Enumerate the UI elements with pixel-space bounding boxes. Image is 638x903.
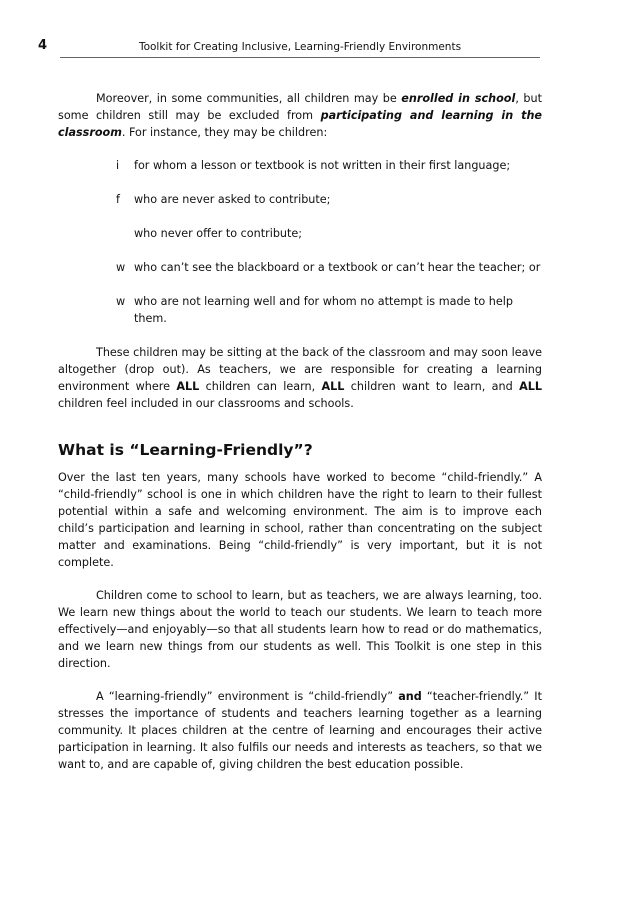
text-span: Moreover, in some communities, all children may be bbox=[96, 92, 402, 105]
text-span: A “learning-friendly” environment is “child-friendly” bbox=[96, 690, 399, 703]
paragraph-intro bbox=[58, 90, 542, 141]
emphasis-all: ALL bbox=[519, 380, 542, 393]
text-span: , but some children still may be excluded from bbox=[58, 92, 542, 122]
text-span: “teacher-friendly.” It stresses the importance of students and teachers learning together as a learning community. It places children at the centre of learning and encourages their active participation in learning. It also fulfils our needs and interests as teachers, so that we want to, and are capable of, giving children the best education possible. bbox=[58, 690, 542, 771]
list-marker: i bbox=[116, 159, 120, 172]
text-span: These children may be sitting at the back of the classroom and may soon leave altogether (drop out). As teachers, we are responsible for creating a learning environment where bbox=[58, 346, 542, 393]
running-header: Toolkit for Creating Inclusive, Learning-Friendly Environments bbox=[138, 41, 462, 53]
text-span: children want to learn, and bbox=[344, 380, 520, 393]
list-marker: w bbox=[116, 295, 126, 308]
header-rule bbox=[60, 57, 540, 58]
list-item-text: who are never asked to contribute; bbox=[134, 193, 331, 206]
text-span: children can learn, bbox=[199, 380, 322, 393]
list-item bbox=[58, 259, 542, 276]
list-item bbox=[58, 293, 542, 327]
emphasis-all: ALL bbox=[321, 380, 345, 393]
list-marker: w bbox=[116, 261, 126, 274]
text-span: . For instance, they may be children: bbox=[121, 126, 328, 139]
list-item-text: who never offer to contribute; bbox=[134, 227, 303, 240]
children-list bbox=[58, 157, 542, 327]
paragraph-teachers-learning: Children come to school to learn, but as teachers, we are always learning, too. We learn new things about the world to teach our students. We learn to teach more effectively—and enjoyably—so that all students learn how to read or do mathematics, and we learn new things from our students as well. This Toolkit is one step in this direction. bbox=[58, 589, 542, 670]
paragraph-responsibility bbox=[58, 344, 542, 412]
section-heading: What is “Learning-Friendly”? bbox=[58, 441, 313, 459]
list-item bbox=[58, 225, 542, 242]
emphasis-participating: participating and learning in the classroom bbox=[58, 109, 542, 139]
list-item bbox=[58, 191, 542, 208]
page-number: 4 bbox=[38, 38, 48, 53]
page-body bbox=[58, 90, 542, 789]
list-item-text: who are not learning well and for whom no attempt is made to help them. bbox=[134, 295, 513, 325]
list-item-text: for whom a lesson or textbook is not written in their first language; bbox=[134, 159, 511, 172]
list-item-text: who can’t see the blackboard or a textbook or can’t hear the teacher; or bbox=[134, 261, 541, 274]
text-span: children feel included in our classrooms and schools. bbox=[58, 397, 354, 410]
list-marker: f bbox=[116, 193, 120, 206]
emphasis-enrolled: enrolled in school bbox=[401, 92, 516, 105]
paragraph-child-friendly: Over the last ten years, many schools have worked to become “child-friendly.” A “child-friendly” school is one in which children have the right to learn to their fullest potential within a safe and welcoming environment. The aim is to improve each child’s participation and learning in school, rather than concentrating on the subject matter and examinations. Being “child-friendly” is very important, but it is not complete. bbox=[58, 471, 542, 569]
emphasis-and: and bbox=[398, 690, 422, 703]
list-item bbox=[58, 157, 542, 174]
paragraph-learning-friendly bbox=[58, 688, 542, 773]
emphasis-all: ALL bbox=[176, 380, 200, 393]
